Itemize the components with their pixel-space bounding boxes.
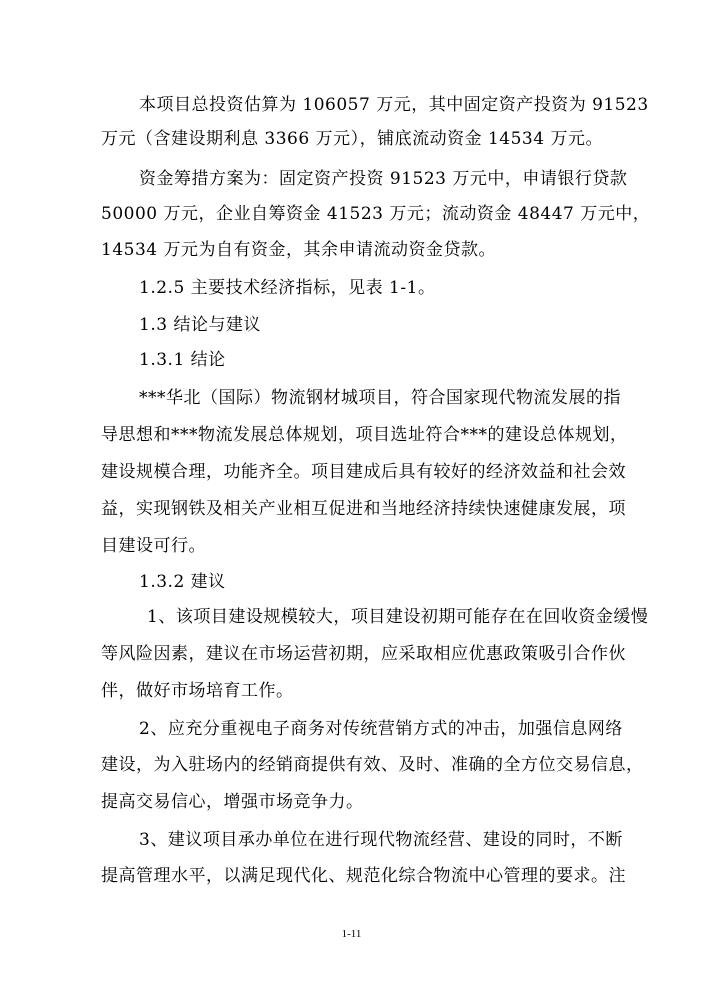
page-number: 1-11 [341,928,362,940]
text-line: 目建设可行。 [101,536,206,556]
text-line: 万元（含建设期利息 3366 万元），铺底流动资金 14534 万元。 [101,129,603,149]
text-line: ***华北（国际）物流钢材城项目，符合国家现代物流发展的指 [139,388,621,408]
text-line: 50000 万元，企业自筹资金 41523 万元；流动资金 48447 万元中， [101,204,651,224]
section-heading: 1.3 结论与建议 [139,315,261,335]
text-line: 14534 万元为自有资金，其余申请流动资金贷款。 [101,240,496,260]
text-line: 3、建议项目承办单位在进行现代物流经营、建设的同时，不断 [139,830,623,850]
text-line: 建设规模合理，功能齐全。项目建成后具有较好的经济效益和社会效 [101,462,626,482]
text-line: 益，实现钢铁及相关产业相互促进和当地经济持续快速健康发展，项 [101,499,626,519]
text-line: 本项目总投资估算为 106057 万元，其中固定资产投资为 91523 [139,95,649,115]
text-line: 提高管理水平，以满足现代化、规范化综合物流中心管理的要求。注 [101,866,626,886]
section-heading: 1.3.2 建议 [139,572,226,592]
text-line: 建设，为入驻场内的经销商提供有效、及时、准确的全方位交易信息， [101,755,644,775]
text-line: 伴，做好市场培育工作。 [101,681,294,701]
text-line: 2、应充分重视电子商务对传统营销方式的冲击，加强信息网络 [139,719,623,739]
text-line: 资金筹措方案为：固定资产投资 91523 万元中，申请银行贷款 [139,169,628,189]
text-line: 等风险因素，建议在市场运营初期，应采取相应优惠政策吸引合作伙 [101,644,626,664]
section-heading: 1.2.5 主要技术经济指标，见表 1-1。 [139,278,436,298]
text-line: 导思想和***物流发展总体规划，项目选址符合***的建设总体规划， [101,425,628,445]
section-heading: 1.3.1 结论 [139,350,226,370]
text-line: 提高交易信心，增强市场竞争力。 [101,792,364,812]
text-line: 1、该项目建设规模较大，项目建设初期可能存在在回收资金缓慢 [147,607,649,627]
